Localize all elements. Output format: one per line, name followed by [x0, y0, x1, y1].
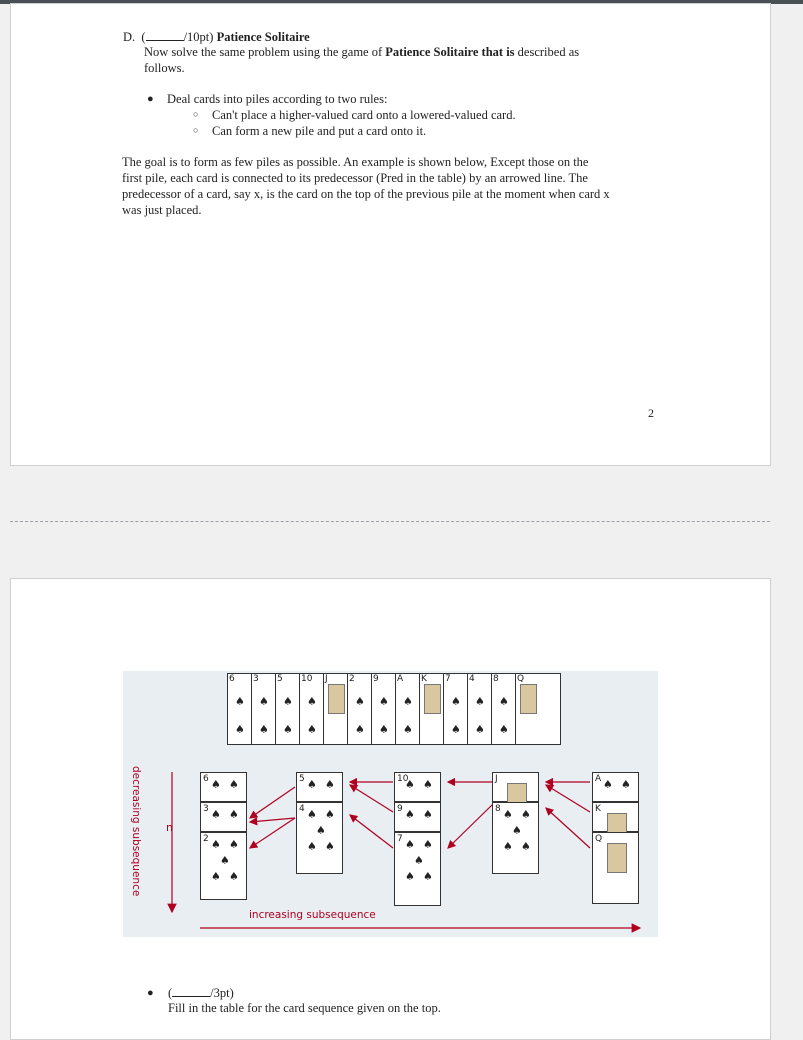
- rule-2: Can form a new pile and put a card onto it.: [212, 124, 427, 138]
- sub-question-text: Fill in the table for the card sequence given on the top.: [168, 1001, 441, 1015]
- spade-icon: ♠: [307, 778, 317, 791]
- spade-icon: ♠: [283, 695, 293, 708]
- spade-icon: ♠: [405, 838, 415, 851]
- pile-card: [296, 802, 343, 874]
- intro-text-end: described as: [514, 45, 580, 59]
- goal-line-2: first pile, each card is connected to its predecessor (Pred in the table) by an arrowed line. The: [122, 171, 588, 185]
- card-rank: Q: [517, 674, 525, 684]
- deal-rule-intro: Deal cards into piles according to two rules:: [167, 92, 388, 106]
- spade-icon: ♠: [307, 808, 317, 821]
- card-rank: 4: [299, 804, 305, 814]
- card-rank: 7: [445, 674, 451, 684]
- card-rank: Q: [595, 834, 603, 844]
- sequence-card: [515, 673, 561, 745]
- sub-question-points: [168, 985, 234, 1001]
- sub-bullet-circle: ○: [193, 109, 199, 119]
- spade-icon: ♠: [325, 778, 335, 791]
- decreasing-label-text: decreasing subsequence: [130, 766, 142, 897]
- spade-icon: ♠: [211, 808, 221, 821]
- spade-icon: ♠: [405, 808, 415, 821]
- card-rank: 3: [203, 804, 209, 814]
- pred-arrow: [350, 815, 393, 848]
- spade-icon: ♠: [499, 695, 509, 708]
- face-card-art: [424, 684, 441, 714]
- sequence-card: [467, 673, 492, 745]
- card-rank: A: [397, 674, 404, 684]
- spade-icon: ♠: [307, 723, 317, 736]
- spade-icon: ♠: [423, 870, 433, 883]
- spade-icon: ♠: [229, 870, 239, 883]
- pile-card: [394, 772, 441, 802]
- card-rank: 10: [301, 674, 313, 684]
- pile-card: [492, 772, 539, 802]
- pred-arrow: [448, 805, 492, 848]
- pile-card: [592, 772, 639, 802]
- pred-arrow: [250, 818, 295, 822]
- pred-arrow: [350, 785, 393, 812]
- card-rank: 2: [349, 674, 355, 684]
- face-card-art: [328, 684, 345, 714]
- sub-points: /3pt): [210, 986, 234, 1000]
- card-rank: 2: [203, 834, 209, 844]
- spade-icon: ♠: [405, 778, 415, 791]
- card-rank: 3: [253, 674, 259, 684]
- pile-card: [394, 802, 441, 832]
- spade-icon: ♠: [259, 723, 269, 736]
- spade-icon: ♠: [325, 840, 335, 853]
- spade-icon: ♠: [235, 723, 245, 736]
- spade-icon: ♠: [499, 723, 509, 736]
- spade-icon: ♠: [229, 838, 239, 851]
- spade-icon: ♠: [503, 840, 513, 853]
- card-rank: 6: [203, 774, 209, 784]
- sequence-card: [347, 673, 372, 745]
- pile-card: [492, 802, 539, 874]
- sequence-card: [251, 673, 276, 745]
- sub-score-blank: [172, 985, 210, 997]
- spade-icon: ♠: [211, 838, 221, 851]
- spade-icon: ♠: [355, 695, 365, 708]
- card-rank: K: [595, 804, 601, 814]
- card-rank: 4: [469, 674, 475, 684]
- spade-icon: ♠: [211, 778, 221, 791]
- spade-icon: ♠: [403, 695, 413, 708]
- card-rank: 8: [495, 804, 501, 814]
- pred-arrow: [250, 787, 295, 818]
- rule-1: Can't place a higher-valued card onto a lowered-valued card.: [212, 108, 516, 122]
- spade-icon: ♠: [423, 808, 433, 821]
- sequence-card: [395, 673, 420, 745]
- spade-icon: ♠: [423, 838, 433, 851]
- pred-arrow: [250, 818, 295, 848]
- spade-icon: ♠: [414, 854, 424, 867]
- spade-icon: ♠: [259, 695, 269, 708]
- spade-icon: ♠: [512, 824, 522, 837]
- spade-icon: ♠: [451, 695, 461, 708]
- spade-icon: ♠: [475, 695, 485, 708]
- decreasing-label: [128, 766, 146, 897]
- bullet-dot: ●: [147, 987, 154, 999]
- spade-icon: ♠: [503, 808, 513, 821]
- goal-line-1: The goal is to form as few piles as possible. An example is shown below, Except those on the: [122, 155, 589, 169]
- sequence-card: [227, 673, 252, 745]
- card-rank: 8: [493, 674, 499, 684]
- sequence-card: [419, 673, 444, 745]
- pile-card: [296, 772, 343, 802]
- goal-line-3: predecessor of a card, say x, is the card on the top of the previous pile at the moment when card x: [122, 187, 610, 201]
- spade-icon: ♠: [229, 778, 239, 791]
- spade-icon: ♠: [403, 723, 413, 736]
- spade-icon: ♠: [521, 808, 531, 821]
- spade-icon: ♠: [235, 695, 245, 708]
- sequence-card: [371, 673, 396, 745]
- intro-bold: Patience Solitaire that is: [385, 45, 515, 59]
- spade-icon: ♠: [603, 778, 613, 791]
- card-rank: 7: [397, 834, 403, 844]
- sequence-card: [443, 673, 468, 745]
- pile-card: [394, 832, 441, 906]
- card-rank: 9: [373, 674, 379, 684]
- spade-icon: ♠: [405, 870, 415, 883]
- goal-line-4: was just placed.: [122, 203, 202, 217]
- question-points: /10pt): [183, 30, 214, 44]
- card-rank: 6: [229, 674, 235, 684]
- sub-points-open: (: [168, 986, 173, 1000]
- page-number: 2: [648, 406, 654, 420]
- spade-icon: ♠: [211, 870, 221, 883]
- increasing-label: increasing subsequence: [249, 909, 376, 921]
- spade-icon: ♠: [283, 723, 293, 736]
- card-rank: 10: [397, 774, 409, 784]
- pred-arrow: [546, 785, 590, 812]
- sub-bullet-circle: ○: [193, 125, 199, 135]
- spade-icon: ♠: [379, 723, 389, 736]
- face-card-art: [607, 843, 627, 873]
- spade-icon: ♠: [316, 824, 326, 837]
- spade-icon: ♠: [423, 778, 433, 791]
- spade-icon: ♠: [379, 695, 389, 708]
- question-title: Patience Solitaire: [216, 30, 310, 44]
- spade-icon: ♠: [475, 723, 485, 736]
- card-rank: 5: [299, 774, 305, 784]
- card-rank: J: [325, 674, 328, 684]
- sequence-card: [275, 673, 300, 745]
- sequence-card: [491, 673, 516, 745]
- intro-text: Now solve the same problem using the game of: [144, 45, 386, 59]
- spade-icon: ♠: [521, 840, 531, 853]
- pile-card: [200, 772, 247, 802]
- spade-icon: ♠: [355, 723, 365, 736]
- spade-icon: ♠: [220, 854, 230, 867]
- card-rank: A: [595, 774, 602, 784]
- spade-icon: ♠: [229, 808, 239, 821]
- pile-card: [592, 802, 639, 832]
- card-rank: 5: [277, 674, 283, 684]
- pred-arrow: [546, 808, 590, 848]
- bullet-dot: ●: [147, 93, 154, 105]
- spade-icon: ♠: [307, 840, 317, 853]
- card-rank: K: [421, 674, 427, 684]
- question-letter: D.: [123, 30, 136, 44]
- face-card-art: [520, 684, 537, 714]
- card-rank: 9: [397, 804, 403, 814]
- spade-icon: ♠: [621, 778, 631, 791]
- pile-card: [200, 832, 247, 900]
- n-label: n: [166, 821, 173, 834]
- spade-icon: ♠: [307, 695, 317, 708]
- points-open: (: [141, 30, 146, 44]
- sequence-card: [323, 673, 348, 745]
- spade-icon: ♠: [325, 808, 335, 821]
- pile-card: [592, 832, 639, 904]
- intro-line-2: follows.: [144, 61, 185, 75]
- spade-icon: ♠: [451, 723, 461, 736]
- pile-card: [200, 802, 247, 832]
- sequence-card: [299, 673, 324, 745]
- card-rank: J: [495, 774, 498, 784]
